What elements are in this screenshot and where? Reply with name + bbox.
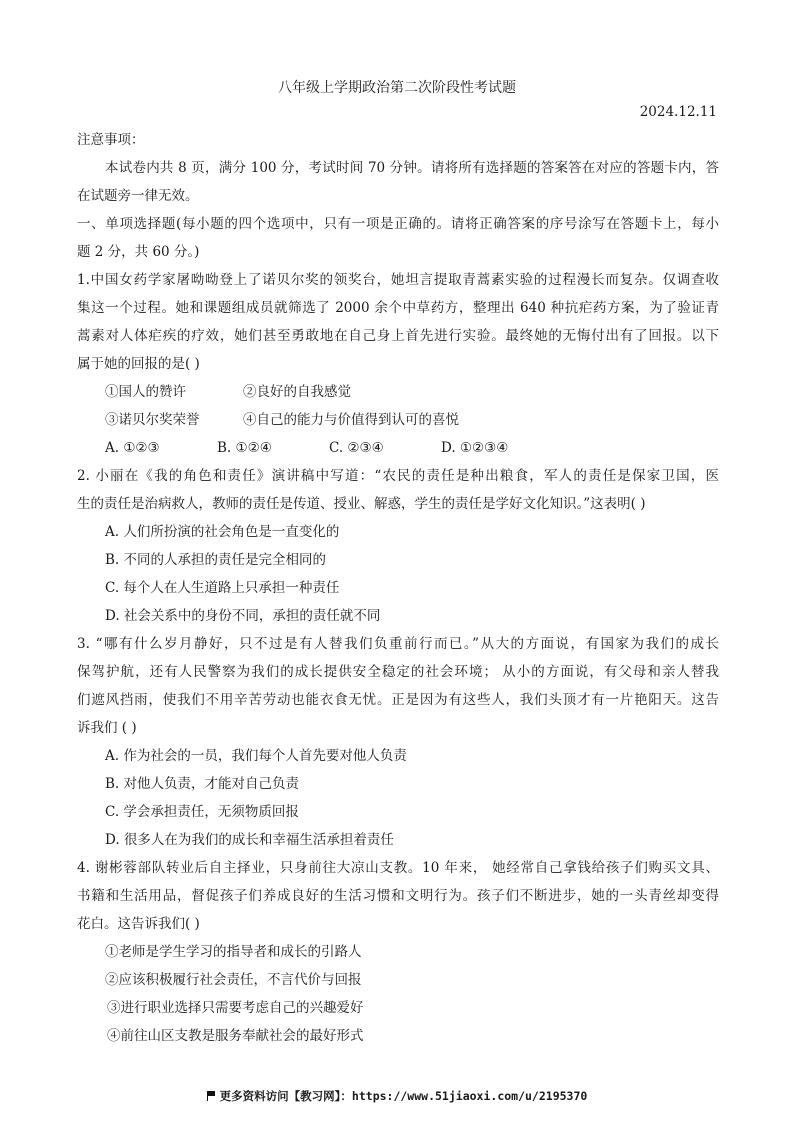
notice-line: 本试卷内共 8 页，满分 100 分，考试时间 70 分钟。请将所有选择题的答案答在对应的答题卡内，答 — [105, 160, 719, 176]
question-text: 花白。这告诉我们( ) — [77, 916, 200, 932]
statement: ②良好的自我感觉 — [243, 384, 351, 400]
statement-2: ②应该积极履行社会责任，不言代价与回报 — [105, 972, 362, 988]
question-text: 1.中国女药学家屠呦呦登上了诺贝尔奖的领奖台，她坦言提取青蒿素实验的过程漫长而复杂。仅调查收 — [77, 272, 719, 288]
option-d: D. 社会关系中的身份不同，承担的责任就不同 — [105, 608, 381, 624]
section-heading: 题 2 分，共 60 分。) — [77, 244, 200, 260]
question-1 — [77, 266, 719, 462]
option-a: A. 人们所扮演的社会角色是一直变化的 — [105, 524, 340, 540]
option-a: A. 作为社会的一员，我们每个人首先要对他人负责 — [105, 748, 407, 764]
question-text: 4. 谢彬蓉部队转业后自主择业，只身前往大凉山支教。10 年来， 她经常自己拿钱给孩子们购买文具、 — [77, 860, 719, 876]
question-text: 蒿素对人体疟疾的疗效，她们甚至勇敢地在自己身上首先进行实验。最终她的无悔付出有了回报。以下 — [77, 328, 719, 344]
question-text: 2. 小丽在《我的角色和责任》演讲稿中写道：“农民的责任是种出粮食，军人的责任是保家卫国，医 — [77, 468, 719, 484]
footer — [0, 1088, 794, 1104]
option-c: C. 每个人在人生道路上只承担一种责任 — [105, 580, 340, 596]
exam-content — [77, 126, 719, 1050]
statement-row — [77, 378, 719, 406]
question-4 — [77, 854, 719, 1050]
question-text: 书籍和生活用品，督促孩子们养成良好的生活习惯和文明行为。孩子们不断进步，她的一头青丝却变得 — [77, 888, 719, 904]
option-c: C. 学会承担责任，无须物质回报 — [105, 804, 299, 820]
question-text: 保驾护航，还有人民警察为我们的成长提供安全稳定的社会环境； 从小的方面说，有父母和亲人替我 — [77, 664, 719, 680]
question-text: 属于她的回报的是( ) — [77, 356, 200, 372]
notice-heading: 注意事项： — [77, 132, 145, 148]
statement-1: ①老师是学生学习的指导者和成长的引路人 — [105, 944, 362, 960]
question-text: 生的责任是治病救人，教师的责任是传道、授业、解惑，学生的责任是学好文化知识。”这表明( ) — [77, 496, 646, 512]
choice-row — [77, 434, 719, 462]
notice-line: 在试题旁一律无效。 — [77, 188, 199, 204]
question-3 — [77, 630, 719, 854]
option-d: D. 很多人在为我们的成长和幸福生活承担着责任 — [105, 832, 394, 848]
statement-4: ④前往山区支教是服务奉献社会的最好形式 — [107, 1028, 364, 1044]
flag-icon — [207, 1091, 216, 1101]
option-b: B. 对他人负责，才能对自己负责 — [105, 776, 300, 792]
exam-date: 2024.12.11 — [639, 104, 717, 120]
statement: ③诺贝尔奖荣誉 — [105, 412, 200, 428]
statement-row — [77, 406, 719, 434]
page-title: 八年级上学期政治第二次阶段性考试题 — [278, 80, 516, 96]
option-b: B. 不同的人承担的责任是完全相同的 — [105, 552, 327, 568]
choice-a: A. ①②③ — [105, 440, 160, 456]
choice-b: B. ①②④ — [217, 440, 272, 456]
footer-link[interactable]: 更多资料访问【教习网】：https://www.51jiaoxi.com/u/2195370 — [219, 1089, 588, 1103]
question-text: 们遮风挡雨，使我们不用辛苦劳动也能衣食无忧。正是因为有这些人，我们头顶才有一片艳阳天。这告 — [77, 692, 719, 708]
question-text: 诉我们 ( ) — [77, 720, 137, 736]
statement-3: ③进行职业选择只需要考虑自己的兴趣爱好 — [107, 1000, 364, 1016]
question-text: 3. “哪有什么岁月静好，只不过是有人替我们负重前行而已。”从大的方面说，有国家为我们的成长 — [77, 636, 719, 652]
statement: ①国人的赞许 — [105, 384, 186, 400]
question-2 — [77, 462, 719, 630]
choice-d: D. ①②③④ — [441, 440, 509, 456]
question-text: 集这一个过程。她和课题组成员就筛选了 2000 余个中草药方，整理出 640 种抗疟药方案，为了验证青 — [77, 300, 719, 316]
section-heading: 一、单项选择题(每小题的四个选项中，只有一项是正确的。请将正确答案的序号涂写在答题卡上，每小 — [77, 216, 719, 232]
statement: ④自己的能力与价值得到认可的喜悦 — [243, 412, 459, 428]
choice-c: C. ②③④ — [329, 440, 384, 456]
